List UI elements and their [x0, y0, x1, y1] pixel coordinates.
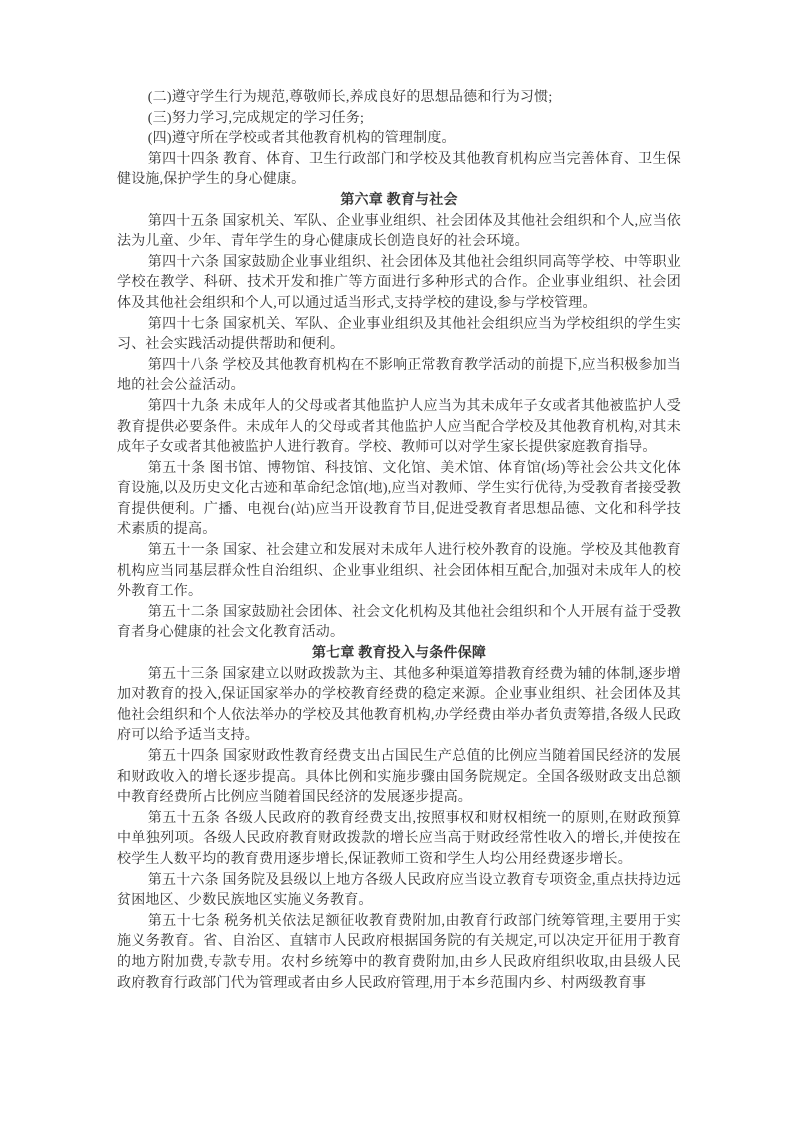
law-article-paragraph: 第五十七条 税务机关依法足额征收教育费附加,由教育行政部门统筹管理,主要用于实施义务教育。省、自治区、直辖市人民政府根据国务院的有关规定,可以决定开征用于教育的地方附加费,专款专用。农村乡统筹中的教育费附加,由乡人民政府组织收取,由县级人民政府教育行政部门代为管理或者由乡人民政府管理,用于本乡范围内乡、村两级教育事	[117, 913, 681, 991]
document-page	[117, 88, 681, 994]
chapter-heading: 第七章 教育投入与条件保障	[311, 646, 487, 662]
law-article-paragraph: 第四十九条 未成年人的父母或者其他监护人应当为其未成年子女或者其他被监护人受教育提供必要条件。未成年人的父母或者其他监护人应当配合学校及其他教育机构,对其未成年子女或者其他被监护人进行教育。学校、教师可以对学生家长提供家庭教育指导。	[117, 398, 681, 456]
law-article-paragraph: (二)遵守学生行为规范,尊敬师长,养成良好的思想品德和行为习惯;	[147, 90, 553, 105]
law-article-paragraph: 第五十一条 国家、社会建立和发展对未成年人进行校外教育的设施。学校及其他教育机构应当同基层群众性自治组织、企业事业组织、社会团体相互配合,加强对未成年人的校外教育工作。	[117, 543, 681, 600]
law-article-paragraph: (三)努力学习,完成规定的学习任务;	[147, 110, 365, 126]
law-article-paragraph: (四)遵守所在学校或者其他教育机构的管理制度。	[147, 131, 456, 147]
law-article-paragraph: 第五十四条 国家财政性教育经费支出占国民生产总值的比例应当随着国民经济的发展和财政收入的增长逐步提高。具体比例和实施步骤由国务院规定。全国各级财政支出总额中教育经费所占比例应当随着国民经济的发展逐步提高。	[117, 749, 681, 806]
law-article-paragraph: 第四十六条 国家鼓励企业事业组织、社会团体及其他社会组织同高等学校、中等职业学校在教学、科研、技术开发和推广等方面进行多种形式的合作。企业事业组织、社会团体及其他社会组织和个人,可以通过适当形式,支持学校的建设,参与学校管理。	[117, 254, 681, 311]
law-article-paragraph: 第五十五条 各级人民政府的教育经费支出,按照事权和财权相统一的原则,在财政预算中单独列项。各级人民政府教育财政拨款的增长应当高于财政经常性收入的增长,并使按在校学生人数平均的教育费用逐步增长,保证教师工资和学生人均公用经费逐步增长。	[117, 810, 681, 867]
chapter-heading: 第六章 教育与社会	[340, 192, 458, 208]
law-article-paragraph: 第四十七条 国家机关、军队、企业事业组织及其他社会组织应当为学校组织的学生实习、社会实践活动提供帮助和便利。	[117, 316, 681, 353]
law-article-paragraph: 第四十四条 教育、体育、卫生行政部门和学校及其他教育机构应当完善体育、卫生保健设施,保护学生的身心健康。	[117, 151, 681, 188]
law-article-paragraph: 第五十条 图书馆、博物馆、科技馆、文化馆、美术馆、体育馆(场)等社会公共文化体育设施,以及历史文化古迹和革命纪念馆(地),应当对教师、学生实行优待,为受教育者接受教育提供便利。广播、电视台(站)应当开设教育节目,促进受教育者思想品德、文化和科学技术素质的提高。	[117, 460, 681, 538]
law-article-paragraph: 第五十三条 国家建立以财政拨款为主、其他多种渠道筹措教育经费为辅的体制,逐步增加对教育的投入,保证国家举办的学校教育经费的稳定来源。企业事业组织、社会团体及其他社会组织和个人依法举办的学校及其他教育机构,办学经费由举办者负责筹措,各级人民政府可以给予适当支持。	[117, 666, 681, 744]
law-article-paragraph: 第四十八条 学校及其他教育机构在不影响正常教育教学活动的前提下,应当积极参加当地的社会公益活动。	[117, 357, 681, 394]
law-article-paragraph: 第五十二条 国家鼓励社会团体、社会文化机构及其他社会组织和个人开展有益于受教育者身心健康的社会文化教育活动。	[117, 604, 681, 641]
law-article-paragraph: 第五十六条 国务院及县级以上地方各级人民政府应当设立教育专项资金,重点扶持边远贫困地区、少数民族地区实施义务教育。	[117, 872, 681, 909]
law-article-paragraph: 第四十五条 国家机关、军队、企业事业组织、社会团体及其他社会组织和个人,应当依法为儿童、少年、青年学生的身心健康成长创造良好的社会环境。	[117, 213, 681, 250]
